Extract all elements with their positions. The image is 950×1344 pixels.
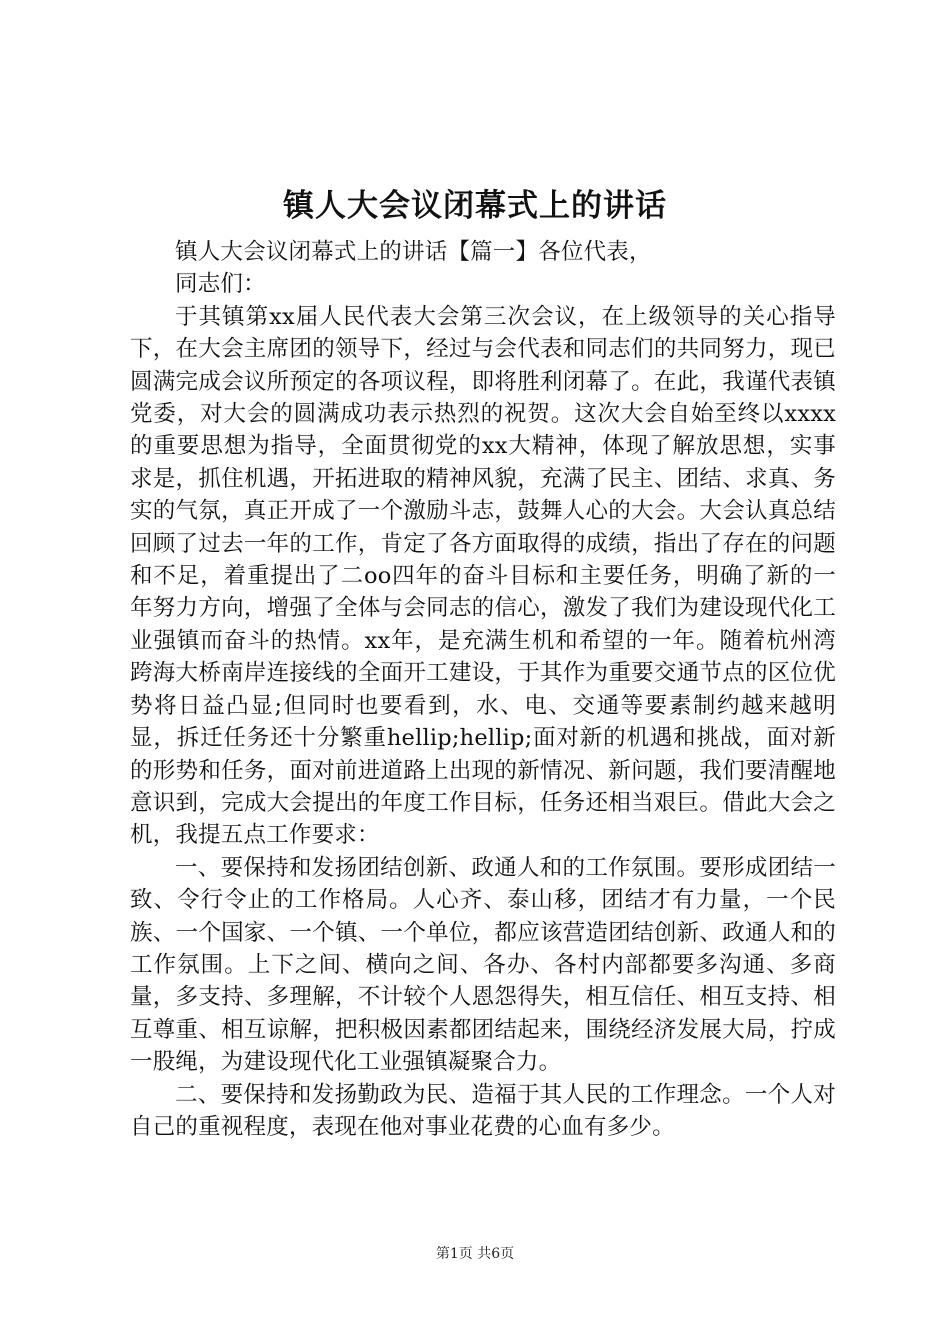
paragraph-main: 于其镇第xx届人民代表大会第三次会议，在上级领导的关心指导下，在大会主席团的领导下，经过与会代表和同志们的共同努力，现已圆满完成会议所预定的各项议程，即将胜利闭幕了。在此，我谨代表镇党委，对大会的圆满成功表示热烈的祝贺。这次大会自始至终以xxxx的重要思想为指导，全面贯彻党的xx大精神，体现了解放思想，实事求是，抓住机遇，开拓进取的精神风貌，充满了民主、团结、求真、务实的气氛，真正开成了一个激励斗志，鼓舞人心的大会。大会认真总结回顾了过去一年的工作，肯定了各方面取得的成绩，指出了存在的问题和不足，着重提出了二oo四年的奋斗目标和主要任务，明确了新的一年努力方向，增强了全体与会同志的信心，激发了我们为建设现代化工业强镇而奋斗的热情。xx年，是充满生机和希望的一年。随着杭州湾跨海大桥南岸连接线的全面开工建设，于其作为重要交通节点的区位优势将日益凸显;但同时也要看到，水、电、交通等要素制约越来越明显，拆迁任务还十分繁重hellip;hellip;面对新的机遇和挑战，面对新的形势和任务，面对前进道路上出现的新情况、新问题，我们要清醒地意识到，完成大会提出的年度工作目标，任务还相当艰巨。借此大会之机，我提五点工作要求： [130,303,836,849]
page-footer: 第1页 共6页 [435,1246,515,1262]
document-title: 镇人大会议闭幕式上的讲话 [283,188,667,224]
paragraph-point-two: 二、要保持和发扬勤政为民、造福于其人民的工作理念。一个人对自己的重视程度，表现在他对事业花费的心血有多少。 [130,1081,836,1140]
document-body [130,236,836,1143]
paragraph-salutation: 同志们： [175,271,266,298]
paragraph-heading: 镇人大会议闭幕式上的讲话【篇一】各位代表， [175,239,652,265]
paragraph-point-one: 一、要保持和发扬团结创新、政通人和的工作氛围。要形成团结一致、令行令止的工作格局。人心齐、泰山移，团结才有力量，一个民族、一个国家、一个镇、一个单位，都应该营造团结创新、政通人和的工作氛围。上下之间、横向之间、各办、各村内部都要多沟通、多商量，多支持、多理解，不计较个人恩怨得失，相互信任、相互支持、相互尊重、相互谅解，把积极因素都团结起来，围绕经济发展大局，拧成一股绳，为建设现代化工业强镇凝聚合力。 [130,854,836,1076]
